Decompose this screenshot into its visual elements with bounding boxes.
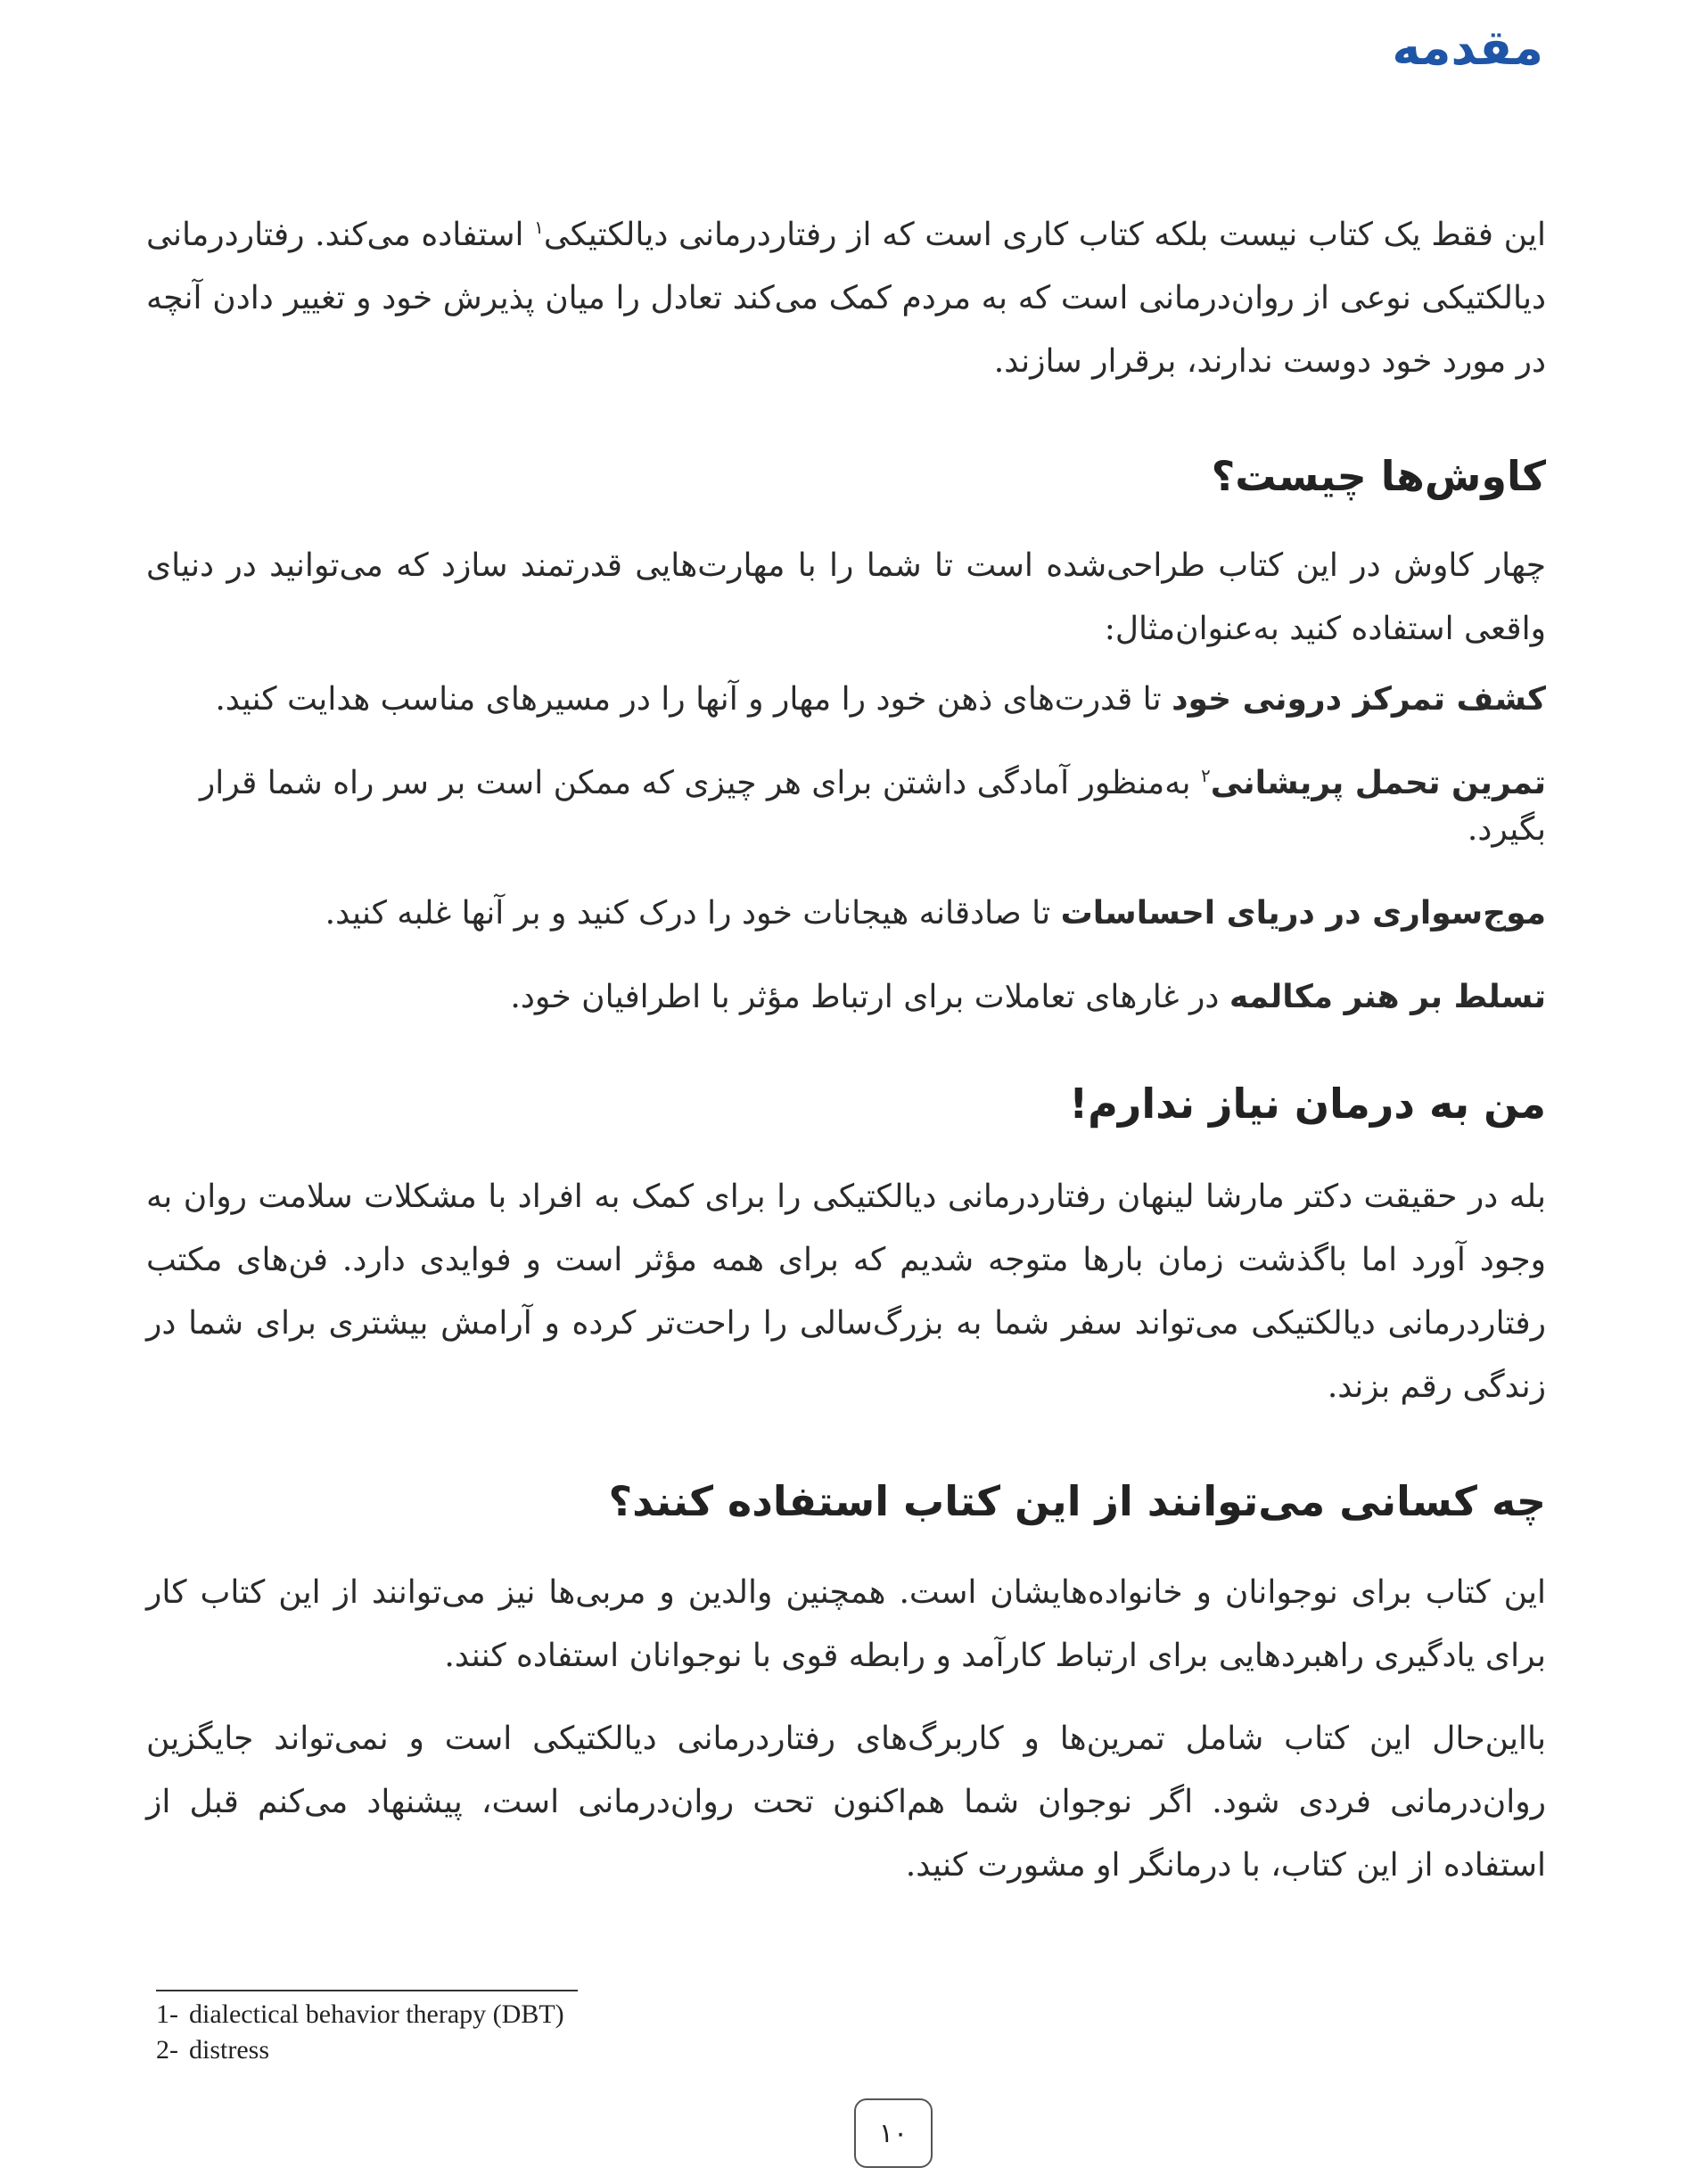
page-title: مقدمه — [1392, 20, 1543, 76]
explorations-paragraph: چهار کاوش در این کتاب طراحی‌شده است تا شما را با مهارت‌هایی قدرتمند سازد که می‌توانید در دنیای واقعی استفاده کنید به‌عنوان‌مثال: — [146, 547, 1546, 647]
footnote-number: 1- — [156, 1999, 178, 2029]
page-number: ۱۰ — [854, 2098, 933, 2168]
footnote-item — [156, 1997, 564, 2032]
list-item-lead: تمرین تحمل پریشانی — [1210, 765, 1546, 801]
who-can-use-paragraph-1: این کتاب برای نوجوانان و خانواده‌هایشان است. همچنین والدین و مربی‌ها نیز می‌توانند از این کتاب کار برای یادگیری راهبردهایی برای ارتباط کارآمد و رابطه قوی با نوجوانان استفاده کنند. — [146, 1574, 1546, 1674]
footnote-number: 2- — [156, 2035, 178, 2065]
footnote-text: distress — [189, 2035, 269, 2065]
list-item-text: تا صادقانه هیجانات خود را درک کنید و بر آنها غلبه کنید. — [325, 895, 1061, 932]
section-heading-who-can-use: چه کسانی می‌توانند از این کتاب استفاده کنند؟ — [608, 1477, 1546, 1525]
explorations-list — [146, 677, 1546, 1021]
footnote-item — [156, 2032, 564, 2068]
list-item — [146, 891, 1546, 937]
intro-text-before: این فقط یک کتاب نیست بلکه کتاب کاری است که از رفتاردرمانی دیالکتیکی — [543, 217, 1546, 253]
list-item — [146, 974, 1546, 1021]
footnote-text: dialectical behavior therapy (DBT) — [189, 1999, 564, 2029]
section-heading-explorations: کاوش‌ها چیست؟ — [1211, 452, 1546, 500]
footnotes — [156, 1997, 564, 2068]
list-item-text: به‌منظور آمادگی داشتن برای هر چیزی که ممکن است بر سر راه شما قرار بگیرد. — [199, 765, 1546, 848]
list-item-text: تا قدرت‌های ذهن خود را مهار و آنها را در مسیرهای مناسب هدایت کنید. — [215, 681, 1172, 718]
no-therapy-paragraph: بله در حقیقت دکتر مارشا لینهان رفتاردرمانی دیالکتیکی را برای کمک به افراد با مشکلات سلامت روان به وجود آورد اما باگذشت زمان بارها متوجه شدیم که برای همه مؤثر است و فوایدی دارد. فن‌های مکتب رفتاردرمانی دیالکتیکی می‌تواند سفر شما به بزرگ‌سالی را راحت‌تر کرده و آرامش بیشتری برای شما در زندگی رقم بزند. — [146, 1178, 1547, 1405]
list-item-lead: موج‌سواری در دریای احساسات — [1060, 895, 1546, 932]
page-body — [146, 203, 1546, 1897]
list-item-lead: کشف تمرکز درونی خود — [1172, 681, 1546, 718]
footnote-ref-2: ۲ — [1200, 765, 1211, 786]
who-can-use-paragraph-2: بااین‌حال این کتاب شامل تمرین‌ها و کاربرگ‌های رفتاردرمانی دیالکتیکی است و نمی‌تواند جایگزین روان‌درمانی فردی شود. اگر نوجوان شما هم‌اکنون تحت روان‌درمانی است، پیشنهاد می‌کنم قبل از استفاده از این کتاب، با درمانگر او مشورت کنید. — [146, 1720, 1546, 1884]
section-heading-no-therapy: من به درمان نیاز ندارم! — [1069, 1080, 1546, 1128]
list-item — [146, 760, 1546, 853]
list-item-text: در غارهای تعاملات برای ارتباط مؤثر با اطرافیان خود. — [510, 979, 1229, 1015]
list-item — [146, 677, 1546, 723]
footnote-divider — [156, 1990, 578, 1991]
intro-text-after: استفاده می‌کند. رفتاردرمانی دیالکتیکی نوعی از روان‌درمانی است که به مردم کمک می‌کند تعادل را میان پذیرش خود و تغییر دادن آنچه در مورد خود دوست ندارند، برقرار سازند. — [146, 217, 1546, 380]
list-item-lead: تسلط بر هنر مکالمه — [1229, 979, 1546, 1015]
intro-paragraph — [146, 203, 1546, 393]
footnote-ref-1: ۱ — [534, 217, 544, 238]
